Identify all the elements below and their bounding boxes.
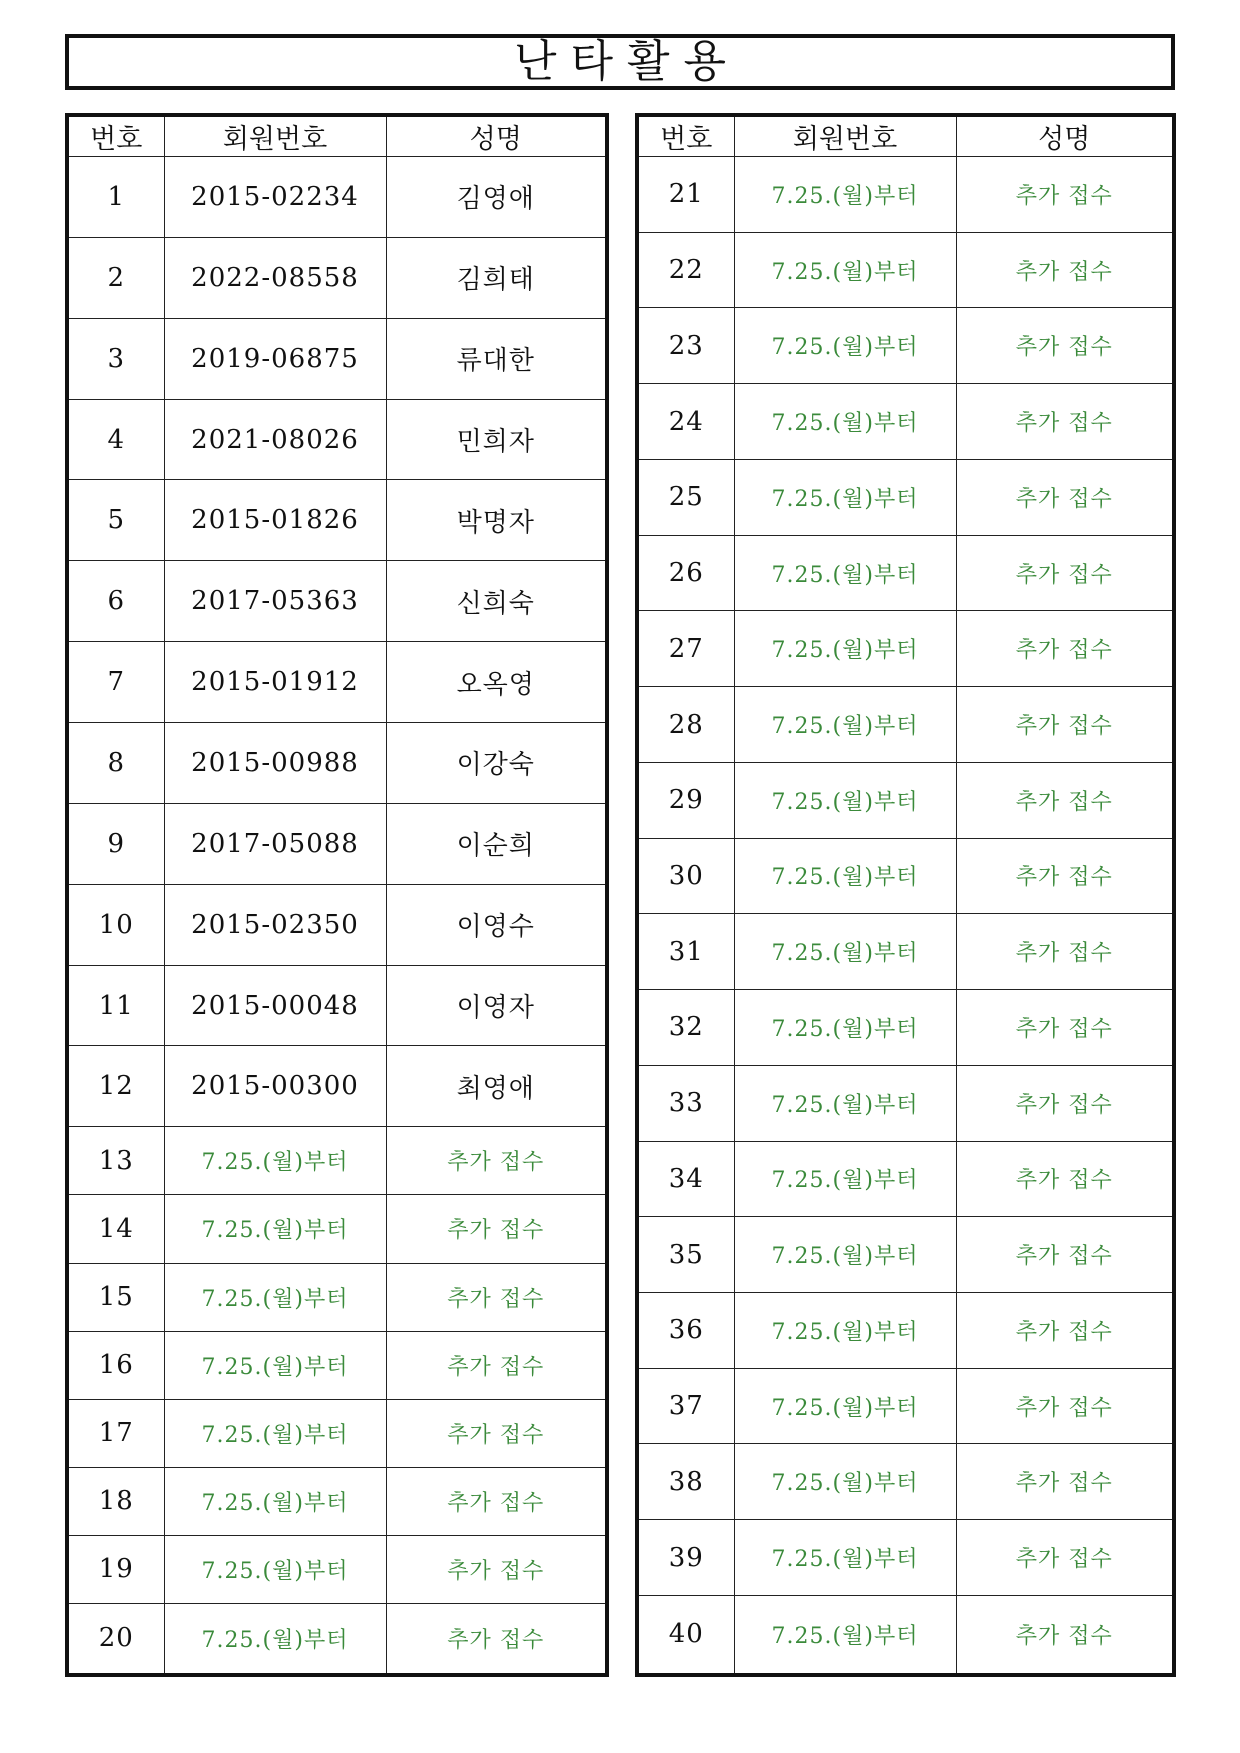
table-row: [637, 1141, 1174, 1217]
table-row: [67, 965, 607, 1046]
member-id-cell: 2022-08558: [164, 237, 386, 318]
member-id-cell: 7.25.(월)부터: [734, 1217, 956, 1293]
header-member-id: 회원번호: [734, 115, 956, 157]
table-row: [637, 232, 1174, 308]
table-row: [637, 838, 1174, 914]
name-cell: 추가 접수: [956, 232, 1174, 308]
member-id-cell: 2021-08026: [164, 399, 386, 480]
member-id-cell: 2017-05088: [164, 803, 386, 884]
header-row: [637, 115, 1174, 157]
row-number: 27: [637, 611, 734, 687]
member-id-cell: 7.25.(월)부터: [734, 762, 956, 838]
name-cell: 추가 접수: [956, 308, 1174, 384]
table-row: [67, 1331, 607, 1399]
row-number: 3: [67, 318, 164, 399]
row-number: 23: [637, 308, 734, 384]
name-cell: 오옥영: [386, 642, 607, 723]
row-number: 13: [67, 1127, 164, 1195]
row-number: 39: [637, 1520, 734, 1596]
header-name: 성명: [956, 115, 1174, 157]
member-id-cell: 7.25.(월)부터: [734, 687, 956, 763]
table-row: [637, 611, 1174, 687]
member-id-cell: 2015-01826: [164, 480, 386, 561]
member-id-cell: 7.25.(월)부터: [734, 459, 956, 535]
row-number: 28: [637, 687, 734, 763]
row-number: 15: [67, 1263, 164, 1331]
row-number: 4: [67, 399, 164, 480]
row-number: 34: [637, 1141, 734, 1217]
table-row: [67, 1046, 607, 1127]
name-cell: 추가 접수: [386, 1195, 607, 1263]
member-id-cell: 2015-00048: [164, 965, 386, 1046]
row-number: 31: [637, 914, 734, 990]
table-row: [637, 157, 1174, 233]
member-id-cell: 2015-00300: [164, 1046, 386, 1127]
row-number: 17: [67, 1399, 164, 1467]
row-number: 7: [67, 642, 164, 723]
name-cell: 추가 접수: [386, 1399, 607, 1467]
member-id-cell: 7.25.(월)부터: [164, 1331, 386, 1399]
name-cell: 추가 접수: [956, 1293, 1174, 1369]
row-number: 1: [67, 157, 164, 238]
member-id-cell: 7.25.(월)부터: [734, 232, 956, 308]
header-no: 번호: [67, 115, 164, 157]
member-id-cell: 7.25.(월)부터: [734, 1065, 956, 1141]
header-row: [67, 115, 607, 157]
row-number: 14: [67, 1195, 164, 1263]
member-id-cell: 2019-06875: [164, 318, 386, 399]
header-member-id: 회원번호: [164, 115, 386, 157]
name-cell: 추가 접수: [386, 1603, 607, 1675]
table-row: [637, 1065, 1174, 1141]
name-cell: 추가 접수: [956, 914, 1174, 990]
member-id-cell: 7.25.(월)부터: [734, 157, 956, 233]
member-id-cell: 2015-02234: [164, 157, 386, 238]
name-cell: 추가 접수: [956, 535, 1174, 611]
roster-table-right: [635, 113, 1176, 1677]
roster-body-right: [637, 157, 1174, 1676]
name-cell: 추가 접수: [956, 384, 1174, 460]
name-cell: 추가 접수: [956, 1595, 1174, 1675]
table-row: [637, 762, 1174, 838]
member-id-cell: 7.25.(월)부터: [164, 1603, 386, 1675]
table-row: [637, 1444, 1174, 1520]
table-row: [67, 318, 607, 399]
name-cell: 추가 접수: [956, 611, 1174, 687]
name-cell: 추가 접수: [956, 1368, 1174, 1444]
name-cell: 최영애: [386, 1046, 607, 1127]
table-row: [637, 308, 1174, 384]
row-number: 37: [637, 1368, 734, 1444]
table-row: [67, 642, 607, 723]
name-cell: 추가 접수: [956, 1444, 1174, 1520]
name-cell: 민희자: [386, 399, 607, 480]
member-id-cell: 7.25.(월)부터: [164, 1127, 386, 1195]
member-id-cell: 7.25.(월)부터: [734, 384, 956, 460]
name-cell: 추가 접수: [956, 1217, 1174, 1293]
row-number: 40: [637, 1595, 734, 1675]
table-row: [637, 990, 1174, 1066]
row-number: 29: [637, 762, 734, 838]
page-title: 난타활용: [513, 36, 740, 87]
row-number: 32: [637, 990, 734, 1066]
name-cell: 이영수: [386, 884, 607, 965]
row-number: 22: [637, 232, 734, 308]
row-number: 16: [67, 1331, 164, 1399]
member-id-cell: 7.25.(월)부터: [734, 1293, 956, 1369]
member-id-cell: 7.25.(월)부터: [164, 1399, 386, 1467]
table-row: [67, 561, 607, 642]
member-id-cell: 7.25.(월)부터: [734, 1520, 956, 1596]
roster-table-left: [65, 113, 609, 1677]
header-name: 성명: [386, 115, 607, 157]
name-cell: 이강숙: [386, 723, 607, 804]
table-row: [67, 399, 607, 480]
member-id-cell: 7.25.(월)부터: [734, 914, 956, 990]
member-id-cell: 7.25.(월)부터: [734, 308, 956, 384]
member-id-cell: 2015-00988: [164, 723, 386, 804]
table-row: [67, 1467, 607, 1535]
name-cell: 김희태: [386, 237, 607, 318]
table-row: [637, 1595, 1174, 1675]
member-id-cell: 7.25.(월)부터: [164, 1467, 386, 1535]
member-id-cell: 7.25.(월)부터: [734, 1368, 956, 1444]
title-box: [65, 34, 1175, 90]
row-number: 33: [637, 1065, 734, 1141]
row-number: 10: [67, 884, 164, 965]
table-row: [67, 723, 607, 804]
member-id-cell: 7.25.(월)부터: [734, 535, 956, 611]
name-cell: 추가 접수: [956, 990, 1174, 1066]
table-row: [67, 1535, 607, 1603]
table-row: [67, 237, 607, 318]
row-number: 25: [637, 459, 734, 535]
row-number: 30: [637, 838, 734, 914]
row-number: 18: [67, 1467, 164, 1535]
row-number: 36: [637, 1293, 734, 1369]
member-id-cell: 7.25.(월)부터: [164, 1535, 386, 1603]
roster-body-left: [67, 157, 607, 1676]
name-cell: 추가 접수: [386, 1331, 607, 1399]
row-number: 12: [67, 1046, 164, 1127]
table-row: [637, 1520, 1174, 1596]
member-id-cell: 2015-01912: [164, 642, 386, 723]
row-number: 26: [637, 535, 734, 611]
row-number: 21: [637, 157, 734, 233]
table-row: [637, 1368, 1174, 1444]
name-cell: 추가 접수: [386, 1127, 607, 1195]
name-cell: 추가 접수: [956, 157, 1174, 233]
member-id-cell: 2015-02350: [164, 884, 386, 965]
name-cell: 추가 접수: [956, 838, 1174, 914]
name-cell: 추가 접수: [956, 687, 1174, 763]
member-id-cell: 7.25.(월)부터: [734, 1444, 956, 1520]
table-row: [637, 1293, 1174, 1369]
member-id-cell: 7.25.(월)부터: [734, 990, 956, 1066]
row-number: 35: [637, 1217, 734, 1293]
row-number: 11: [67, 965, 164, 1046]
name-cell: 추가 접수: [386, 1535, 607, 1603]
table-row: [67, 157, 607, 238]
name-cell: 추가 접수: [956, 459, 1174, 535]
name-cell: 신희숙: [386, 561, 607, 642]
table-row: [67, 884, 607, 965]
table-row: [67, 1127, 607, 1195]
name-cell: 추가 접수: [386, 1467, 607, 1535]
name-cell: 박명자: [386, 480, 607, 561]
member-id-cell: 7.25.(월)부터: [164, 1195, 386, 1263]
name-cell: 이순희: [386, 803, 607, 884]
row-number: 19: [67, 1535, 164, 1603]
member-id-cell: 7.25.(월)부터: [734, 611, 956, 687]
table-row: [637, 1217, 1174, 1293]
name-cell: 추가 접수: [386, 1263, 607, 1331]
table-row: [67, 1603, 607, 1675]
row-number: 20: [67, 1603, 164, 1675]
row-number: 2: [67, 237, 164, 318]
row-number: 5: [67, 480, 164, 561]
name-cell: 이영자: [386, 965, 607, 1046]
name-cell: 추가 접수: [956, 762, 1174, 838]
table-row: [67, 1263, 607, 1331]
name-cell: 추가 접수: [956, 1141, 1174, 1217]
name-cell: 김영애: [386, 157, 607, 238]
member-id-cell: 2017-05363: [164, 561, 386, 642]
row-number: 24: [637, 384, 734, 460]
table-row: [637, 384, 1174, 460]
table-row: [67, 1399, 607, 1467]
table-row: [637, 535, 1174, 611]
table-row: [67, 1195, 607, 1263]
member-id-cell: 7.25.(월)부터: [164, 1263, 386, 1331]
table-row: [67, 803, 607, 884]
member-id-cell: 7.25.(월)부터: [734, 838, 956, 914]
name-cell: 추가 접수: [956, 1520, 1174, 1596]
member-id-cell: 7.25.(월)부터: [734, 1141, 956, 1217]
table-row: [637, 687, 1174, 763]
member-id-cell: 7.25.(월)부터: [734, 1595, 956, 1675]
table-row: [637, 459, 1174, 535]
row-number: 8: [67, 723, 164, 804]
table-row: [67, 480, 607, 561]
name-cell: 류대한: [386, 318, 607, 399]
table-row: [637, 914, 1174, 990]
row-number: 38: [637, 1444, 734, 1520]
row-number: 9: [67, 803, 164, 884]
row-number: 6: [67, 561, 164, 642]
name-cell: 추가 접수: [956, 1065, 1174, 1141]
header-no: 번호: [637, 115, 734, 157]
